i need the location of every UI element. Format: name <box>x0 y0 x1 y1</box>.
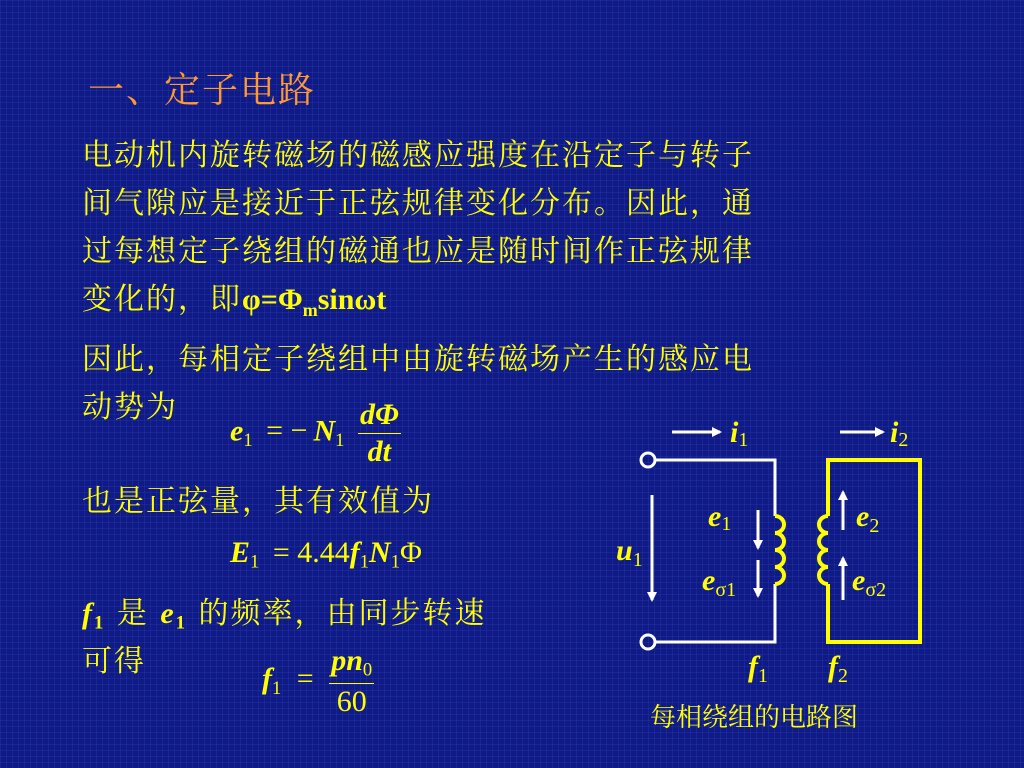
rms-sentence: 也是正弦量，其有效值为 <box>82 484 434 519</box>
es2-label: $e_{\sigma 2}$ <box>852 564 887 601</box>
emf-var: $e_1$ <box>160 597 187 634</box>
eq1-coef-sub: 1 <box>335 429 345 451</box>
primary-circuit <box>641 453 784 649</box>
eq1-fraction <box>358 398 401 469</box>
intro-line-3: 过每想定子绕组的磁通也应是随时间作正弦规律 <box>82 234 754 269</box>
eq2-f: f <box>349 536 360 569</box>
frequency-equation <box>262 644 374 719</box>
e1-label: e1 <box>708 500 732 535</box>
u1-label: $u_1$ <box>616 534 643 571</box>
emf-line-1: 因此，每相定子绕组中由旋转磁场产生的感应电 <box>82 342 754 377</box>
eq3-numerator: $pn_0$ <box>329 644 374 684</box>
primary-terminal-top <box>641 453 655 467</box>
primary-terminal-bottom <box>641 635 655 649</box>
eq2-phi: Φ <box>400 536 422 569</box>
eq1-lhs-sub: 1 <box>243 429 253 451</box>
frequency-sentence: $f_1$ 是 $e_1$ 的频率，由同步转速 <box>82 596 487 634</box>
eq3-op: = <box>296 662 314 696</box>
freq-var: $f_1$ <box>82 597 106 634</box>
flux-formula-sub: m <box>302 300 318 320</box>
flux-formula-tail: sinωt <box>317 283 387 316</box>
emf-equation <box>230 398 401 469</box>
secondary-circuit <box>819 460 920 642</box>
intro-paragraph <box>82 132 754 334</box>
eq2-n-sub: 1 <box>390 551 400 573</box>
obtain-text: 可得 <box>82 644 146 679</box>
e2-label: $e_2$ <box>856 500 880 537</box>
winding-circuit-diagram <box>600 400 940 700</box>
intro-line-4-text: 变化的，即 <box>82 282 242 317</box>
eq3-lhs: f <box>262 662 272 696</box>
diagram-caption: 每相绕组的电路图 <box>650 703 859 733</box>
es1-label: $e_{\sigma 1}$ <box>702 564 737 601</box>
eq1-lhs: e <box>230 414 244 448</box>
flux-formula-main: φ=Φ <box>242 283 303 316</box>
eq1-coef: N <box>313 414 336 448</box>
primary-coil <box>775 516 784 584</box>
intro-line-1: 电动机内旋转磁场的磁感应强度在沿定子与转子 <box>82 138 754 173</box>
rms-equation <box>230 536 422 574</box>
eq3-fraction <box>329 644 374 719</box>
eq1-numerator: dΦ <box>358 398 401 434</box>
i2-label: i2 <box>890 416 909 451</box>
i1-label: i1 <box>730 416 749 451</box>
slide-title: 一、定子电路 <box>88 70 317 111</box>
intro-line-4 <box>82 276 754 334</box>
eq2-op: = 4.44 <box>272 536 350 569</box>
eq1-denominator: dt <box>367 435 391 468</box>
f1-label: $f_1$ <box>748 650 768 687</box>
eq1-op: = − <box>266 414 308 448</box>
emf-line-2: 动势为 <box>82 390 178 425</box>
eq3-lhs-sub: 1 <box>272 677 282 699</box>
f2-label: $f_2$ <box>828 650 848 687</box>
eq2-n: N <box>369 536 391 569</box>
eq3-denominator: 60 <box>336 684 367 718</box>
secondary-loop <box>828 460 920 642</box>
eq2-f-sub: 1 <box>359 551 370 573</box>
flux-formula <box>242 283 387 320</box>
eq2-lhs-sub: 1 <box>250 551 260 573</box>
secondary-coil <box>819 516 828 584</box>
eq2-lhs: E <box>230 536 251 569</box>
intro-line-2: 间气隙应是接近于正弦规律变化分布。因此，通 <box>82 186 754 221</box>
